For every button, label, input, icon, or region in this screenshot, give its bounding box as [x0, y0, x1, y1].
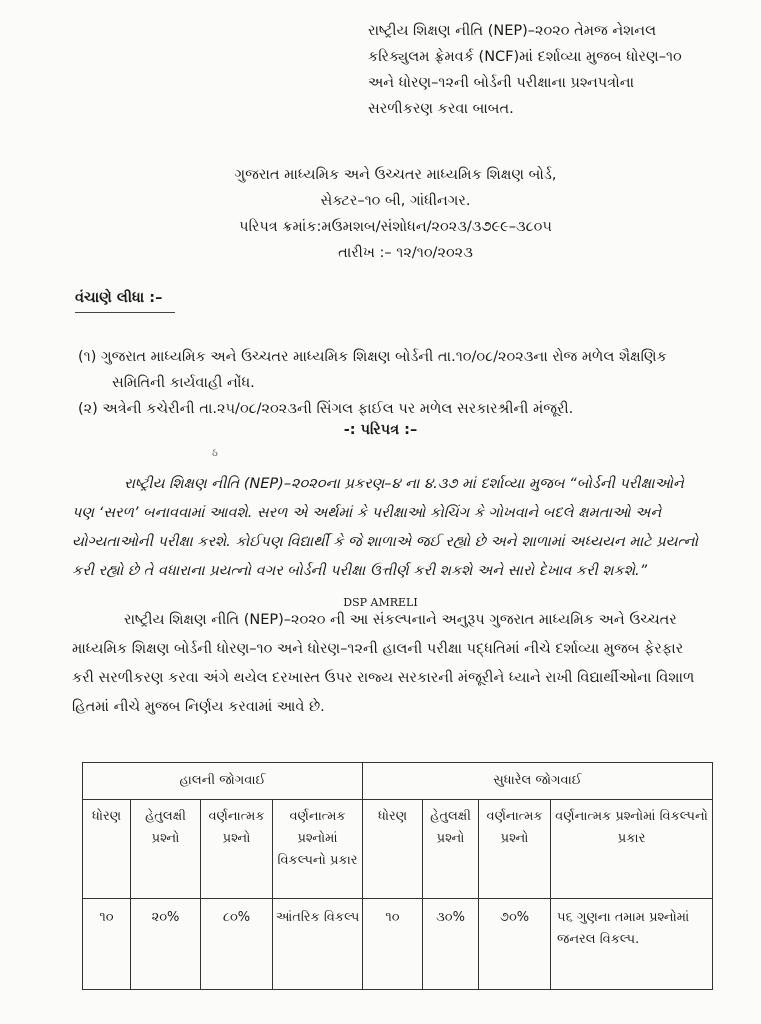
provisions-table — [82, 762, 713, 990]
table-cell: ૧૦ — [363, 899, 423, 990]
paragraph-line: યોગ્યતાઓની પરીક્ષા કરશે. કોઈપણ વિદ્યાર્થી કે જે શાળાએ જઈ રહ્યો છે અને શાળામાં અધ્યયન માટે પ્રયત્નો — [72, 534, 699, 550]
column-header: વર્ણનાત્મક પ્રશ્નો — [479, 800, 551, 899]
subject-block — [368, 18, 682, 122]
column-header: વર્ણનાત્મક પ્રશ્નોમાં વિકલ્પનો પ્રકાર — [551, 800, 713, 899]
table-cell: આંતરિક વિકલ્પ — [273, 899, 363, 990]
stamp-text: DSP AMRELI — [343, 596, 418, 609]
revised-provision-heading: સુધારેલ જોગવાઈ — [363, 763, 713, 800]
table-cell: ૮૦% — [201, 899, 273, 990]
paragraph-line: માધ્યમિક શિક્ષણ બોર્ડની ધોરણ–૧૦ અને ધોરણ–૧૨ની હાલની પરીક્ષા પદ્ધતિમાં નીચે દર્શાવ્યા મુજબ ફેરફાર — [72, 641, 684, 657]
board-address: સેક્ટર–૧૦ બી, ગાંધીનગર. — [320, 193, 471, 209]
circular-title: -: પરિપત્ર :– — [343, 422, 418, 438]
column-header: વર્ણનાત્મક પ્રશ્નોમાં વિકલ્પનો પ્રકાર — [273, 800, 363, 899]
current-provision-heading: હાલની જોગવાઈ — [83, 763, 363, 800]
paragraph-line: રાષ્ટ્રીય શિક્ષણ નીતિ (NEP)–૨૦૨૦ ની આ સંકલ્પનાને અનુરૂપ ગુજરાત માધ્યમિક અને ઉચ્ચતર — [124, 612, 677, 628]
paragraph-line: રાષ્ટ્રીય શિક્ષણ નીતિ (NEP)–૨૦૨૦ના પ્રકરણ–૪ ના ૪.૩૭ માં દર્શાવ્યા મુજબ “બોર્ડની પરીક્ષાઓને — [124, 476, 684, 492]
table-cell: ૧૦ — [83, 899, 131, 990]
circular-date: તારીખ :– ૧૨/૧૦/૨૦૨૩ — [338, 245, 473, 261]
paragraph-line: કરી સરળીકરણ કરવા અંગે થયેલ દરખાસ્ત ઉપર રાજ્ય સરકારની મંજૂરીને ધ્યાને રાખી વિદ્યાર્થીઓના વિશાળ — [72, 670, 695, 686]
read-heading: વંચાણે લીધા :– — [75, 290, 163, 306]
read-heading-underline — [75, 312, 175, 313]
reference-1: (૧) ગુજરાત માધ્યમિક અને ઉચ્ચતર માધ્યમિક શિક્ષણ બોર્ડની તા.૧૦/૦૮/૨૦૨૩ના રોજ મળેલ શૈક્ષણિક — [78, 349, 667, 365]
table-cell: ૩૦% — [423, 899, 479, 990]
paragraph-2 — [72, 606, 712, 722]
stray-mark: ઠ — [212, 448, 218, 459]
table-row — [83, 899, 713, 990]
column-header: ધોરણ — [363, 800, 423, 899]
circular-number: પરિપત્ર ક્રમાંક:મઉમશબ/સંશોધન/૨૦૨૩/૩૭૯૯–૩૮૦૫ — [239, 219, 552, 235]
table-cell: ૨૦% — [131, 899, 201, 990]
table-cell: ૭૦% — [479, 899, 551, 990]
subject-line: કરિક્યુલમ ફ્રેમવર્ક (NCF)માં દર્શાવ્યા મુજબ ધોરણ–૧૦ — [368, 49, 682, 65]
column-header: વર્ણનાત્મક પ્રશ્નો — [201, 800, 273, 899]
reference-1-continued: સમિતિની કાર્યવાહી નોંધ. — [112, 375, 255, 391]
paragraph-1 — [72, 470, 712, 586]
table-cell: ૫૬ ગુણના તમામ પ્રશ્નોમાં જનરલ વિકલ્પ. — [551, 899, 713, 990]
column-header: હેતુલક્ષી પ્રશ્નો — [423, 800, 479, 899]
board-name: ગુજરાત માધ્યમિક અને ઉચ્ચતર માધ્યમિક શિક્ષણ બોર્ડ, — [234, 167, 557, 183]
subject-line: અને ધોરણ–૧૨ની બોર્ડની પરીક્ષાના પ્રશ્નપત્રોના — [368, 75, 635, 91]
paragraph-line: હિતમાં નીચે મુજબ નિર્ણય કરવામાં આવે છે. — [72, 699, 325, 715]
column-header: હેતુલક્ષી પ્રશ્નો — [131, 800, 201, 899]
paragraph-line: કરી રહ્યો છે તે વધારાના પ્રયત્નો વગર બોર્ડની પરીક્ષા ઉત્તીર્ણ કરી શકશે અને સારો દેખાવ કરી શકશે.” — [72, 563, 648, 579]
reference-2: (૨) અત્રેની કચેરીની તા.૨૫/૦૮/૨૦૨૩ની સિંગલ ફાઈલ પર મળેલ સરકારશ્રીની મંજૂરી. — [78, 401, 574, 417]
subject-line: સરળીકરણ કરવા બાબત. — [368, 101, 514, 117]
column-header: ધોરણ — [83, 800, 131, 899]
subject-line: રાષ્ટ્રીય શિક્ષણ નીતિ (NEP)–૨૦૨૦ તેમજ નેશનલ — [368, 23, 657, 39]
issuer-header — [0, 162, 761, 266]
paragraph-line: પણ ‘સરળ’ બનાવવામાં આવશે. સરળ એ અર્થમાં કે પરીક્ષાઓ કોચિંગ કે ગોખવાને બદલે ક્ષમતાઓ અને — [72, 505, 662, 521]
